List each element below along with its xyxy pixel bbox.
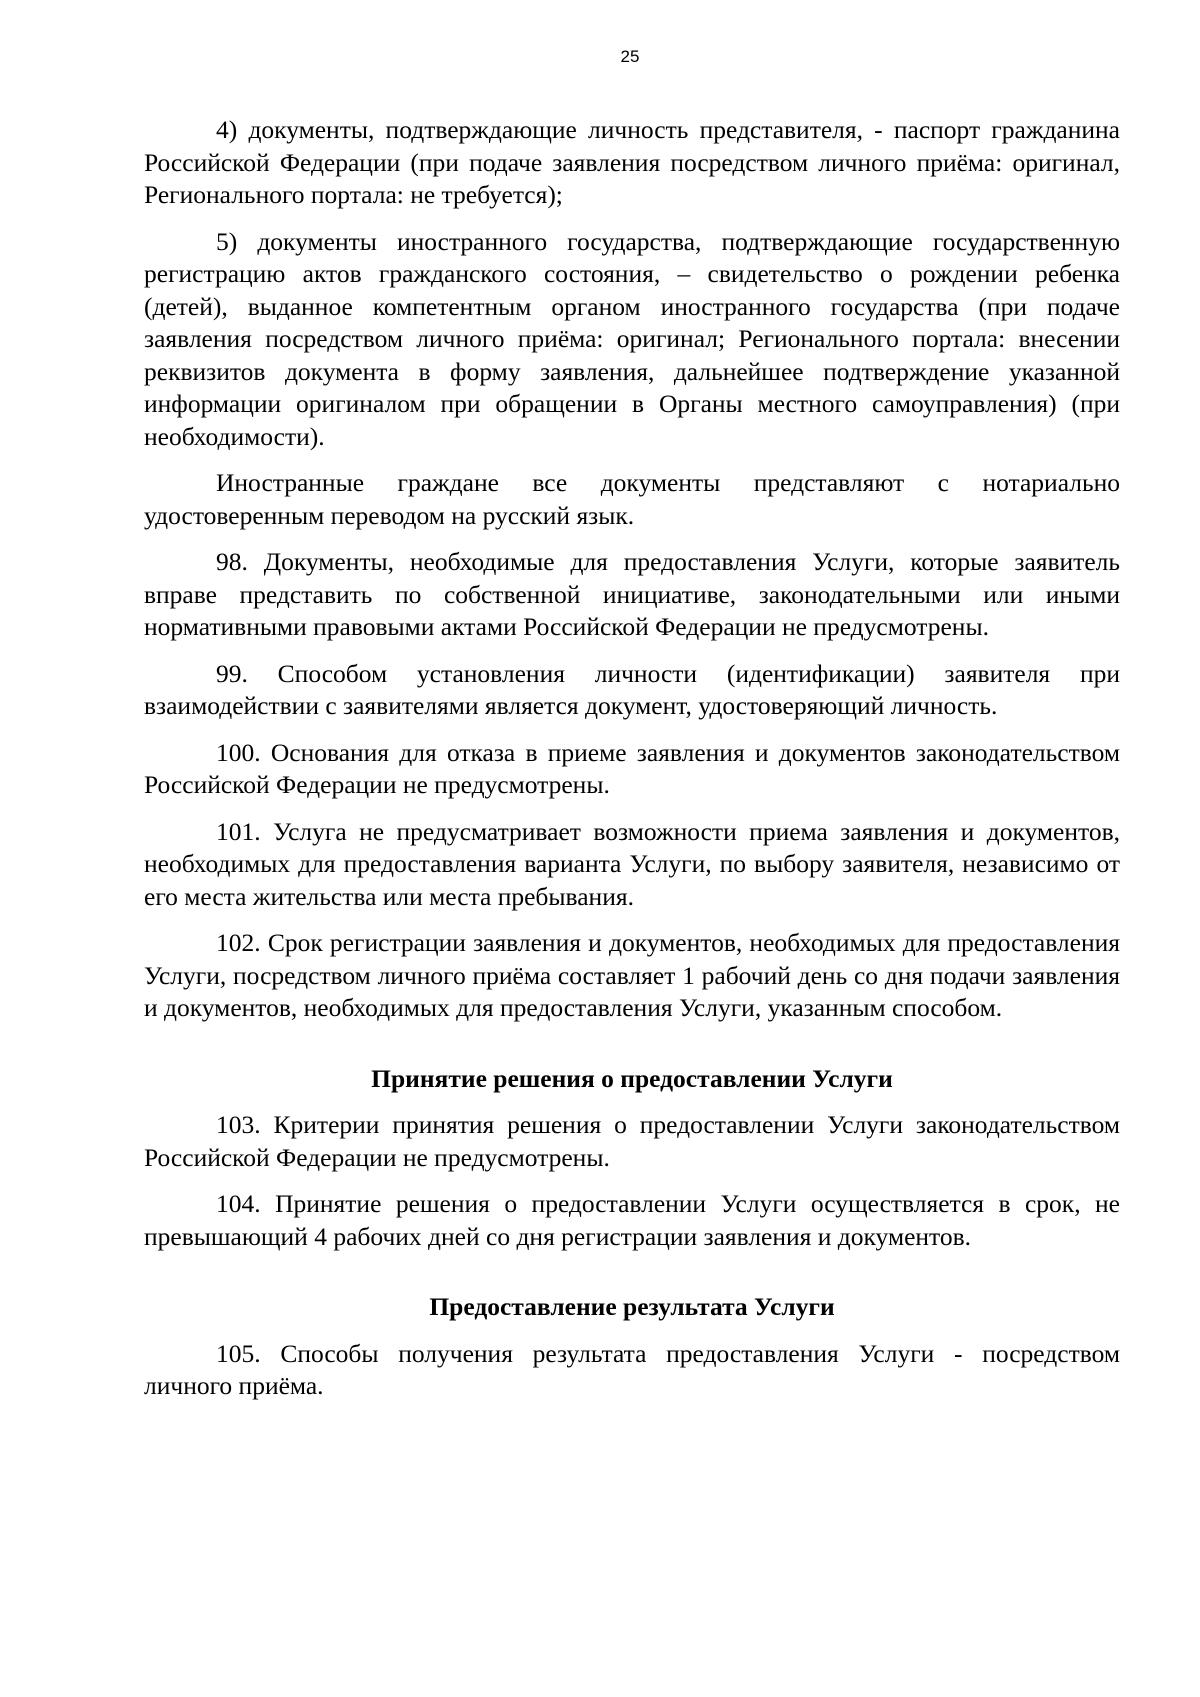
- section-heading-decision: Принятие решения о предоставлении Услуги: [371, 1063, 893, 1093]
- paragraph-foreign-citizens: Иностранные граждане все документы представляют с нотариально удостоверенным переводом на русский язык.: [144, 468, 1120, 530]
- document-body: [144, 114, 1120, 1417]
- page-number: 25: [620, 47, 640, 66]
- paragraph-100: 100. Основания для отказа в приеме заявления и документов законодательством Российской Федерации не предусмотрены.: [144, 737, 1120, 799]
- paragraph-98: 98. Документы, необходимые для предоставления Услуги, которые заявитель вправе представить по собственной инициативе, законодательными или иными нормативными правовыми актами Российской Федерации не предусмотрены.: [144, 547, 1120, 641]
- paragraph-item-4: 4) документы, подтверждающие личность представителя, - паспорт гражданина Российской Федерации (при подаче заявления посредством личного приёма: оригинал, Регионального портала: не требуется);: [144, 115, 1120, 209]
- paragraph-104: 104. Принятие решения о предоставлении Услуги осуществляется в срок, не превышающий 4 рабочих дней со дня регистрации заявления и документов.: [144, 1189, 1120, 1251]
- paragraph-99: 99. Способом установления личности (идентификации) заявителя при взаимодействии с заявителями является документ, удостоверяющий личность.: [144, 658, 1120, 720]
- paragraph-105: 105. Способы получения результата предоставления Услуги - посредством личного приёма.: [144, 1338, 1120, 1400]
- paragraph-item-5: 5) документы иностранного государства, подтверждающие государственную регистрацию актов гражданского состояния, – свидетельство о рождении ребенка (детей), выданное компетентным органом иностранного государства (при подаче заявления посредством личного приёма: оригинал; Регионального портала: внесении реквизитов документа в форму заявления, дальнейшее подтверждение указанной информации оригиналом при обращении в Органы местного самоуправления) (при необходимости).: [144, 226, 1120, 451]
- paragraph-101: 101. Услуга не предусматривает возможности приема заявления и документов, необходимых для предоставления варианта Услуги, по выбору заявителя, независимо от его места жительства или места пребывания.: [144, 816, 1120, 911]
- paragraph-102: 102. Срок регистрации заявления и документов, необходимых для предоставления Услуги, посредством личного приёма составляет 1 рабочий день со дня подачи заявления и документов, необходимых для предоставления Услуги, указанным способом.: [144, 928, 1120, 1022]
- paragraph-103: 103. Критерии принятия решения о предоставлении Услуги законодательством Российской Федерации не предусмотрены.: [144, 1110, 1120, 1172]
- section-heading-result: Предоставление результата Услуги: [429, 1292, 835, 1321]
